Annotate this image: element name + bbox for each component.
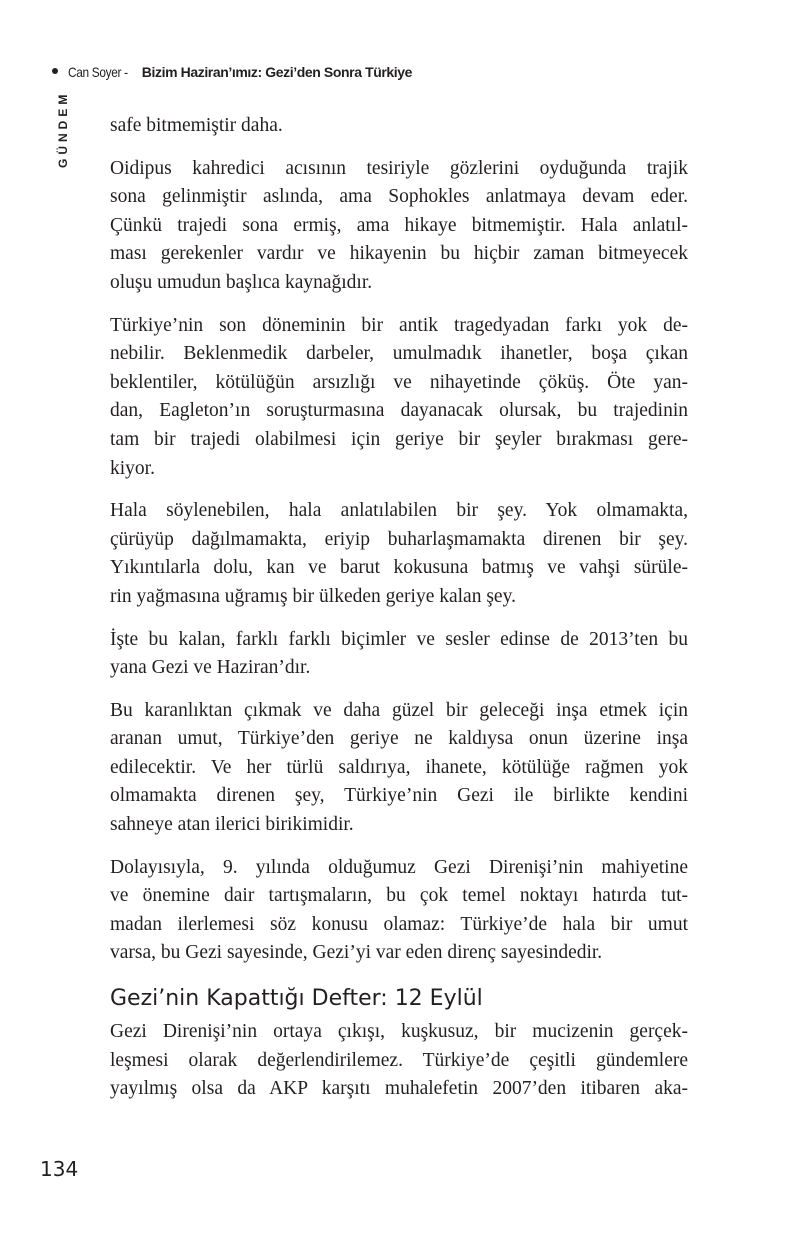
section-heading: Gezi’nin Kapattığı Defter: 12 Eylül <box>110 986 483 1012</box>
text-line: Oidipus kahredici acısının tesiriyle gözlerini oyduğunda trajik <box>110 157 688 179</box>
text-line: safe bitmemiştir daha. <box>110 115 283 136</box>
text-line: İşte bu kalan, farklı farklı biçimler ve sesler edinse de 2013’ten bu <box>110 628 688 650</box>
text-line: ması gerekenler vardır ve hikayenin bu hiçbir zaman bitmeyecek <box>110 243 688 265</box>
text-line: çürüyüp dağılmamakta, eriyip buharlaşmamakta direnen bir şey. <box>110 528 688 550</box>
text-line: beklentiler, kötülüğün arsızlığı ve nihayetinde çöküş. Öte yan- <box>110 371 688 393</box>
bullet-icon <box>52 68 58 74</box>
text-line: dan, Eagleton’ın soruşturmasına dayanacak olursak, bu trajedinin <box>110 400 688 422</box>
text-line: varsa, bu Gezi sayesinde, Gezi’yi var eden direnç sayesindedir. <box>110 942 603 964</box>
text-line: oluşu umudun başlıca kaynağıdır. <box>110 271 373 293</box>
text-line: leşmesi olarak değerlendirilemez. Türkiye’de çeşitli gündemlere <box>110 1049 688 1071</box>
paragraph <box>110 112 688 141</box>
text-line: Yıkıntılarla dolu, kan ve barut kokusuna batmış ve vahşi sürüle- <box>110 557 688 579</box>
text-line: olmamakta direnen şey, Türkiye’nin Gezi ile birlikte kendini <box>110 785 688 807</box>
text-line: edilecektir. Ve her türlü saldırıya, ihanete, kötülüğe rağmen yok <box>110 756 688 778</box>
paragraph <box>110 312 688 484</box>
paragraph <box>110 854 688 968</box>
paragraph <box>110 497 688 611</box>
paragraph <box>110 1018 688 1104</box>
body-text <box>110 112 688 1118</box>
header-author: Can Soyer - <box>68 64 128 80</box>
text-line: Gezi Direnişi’nin ortaya çıkışı, kuşkusuz, bir mucizenin gerçek- <box>110 1021 688 1043</box>
section-label: GÜNDEM <box>56 90 70 168</box>
text-line: Dolayısıyla, 9. yılında olduğumuz Gezi Direnişi’nin mahiyetine <box>110 856 688 878</box>
text-line: yayılmış olsa da AKP karşıtı muhalefetin 2007’den itibaren aka- <box>110 1078 688 1100</box>
text-line: sona gelinmiştir aslında, ama Sophokles anlatmaya devam eder. <box>110 186 688 208</box>
header-book-title: Bizim Haziran’ımız: Gezi’den Sonra Türkiye <box>141 64 413 80</box>
text-line: rin yağmasına uğramış bir ülkeden geriye kalan şey. <box>110 585 516 607</box>
text-line: Bu karanlıktan çıkmak ve daha güzel bir geleceği inşa etmek için <box>110 699 688 721</box>
paragraph <box>110 697 688 840</box>
text-line: aranan umut, Türkiye’den geriye ne kaldıysa onun üzerine inşa <box>110 728 688 750</box>
running-header <box>52 64 412 80</box>
text-line: tam bir trajedi olabilmesi için geriye bir şeyler bırakması gere- <box>110 428 688 450</box>
text-line: madan ilerlemesi söz konusu olamaz: Türkiye’de hala bir umut <box>110 913 688 935</box>
text-line: Çünkü trajedi sona ermiş, ama hikaye bitmemiştir. Hala anlatıl- <box>110 214 688 236</box>
text-line: kiyor. <box>110 457 155 479</box>
text-line: sahneye atan ilerici birikimidir. <box>110 814 354 836</box>
text-line: nebilir. Beklenmedik darbeler, umulmadık ihanetler, boşa çıkan <box>110 343 688 365</box>
text-line: Hala söylenebilen, hala anlatılabilen bir şey. Yok olmamakta, <box>110 500 688 522</box>
page-number: 134 <box>40 1157 79 1181</box>
paragraph <box>110 155 688 298</box>
paragraph <box>110 626 688 683</box>
text-line: Türkiye’nin son döneminin bir antik tragedyadan farkı yok de- <box>110 314 688 336</box>
text-line: yana Gezi ve Haziran’dır. <box>110 657 311 679</box>
text-line: ve önemine dair tartışmaların, bu çok temel noktayı hatırda tut- <box>110 885 688 907</box>
